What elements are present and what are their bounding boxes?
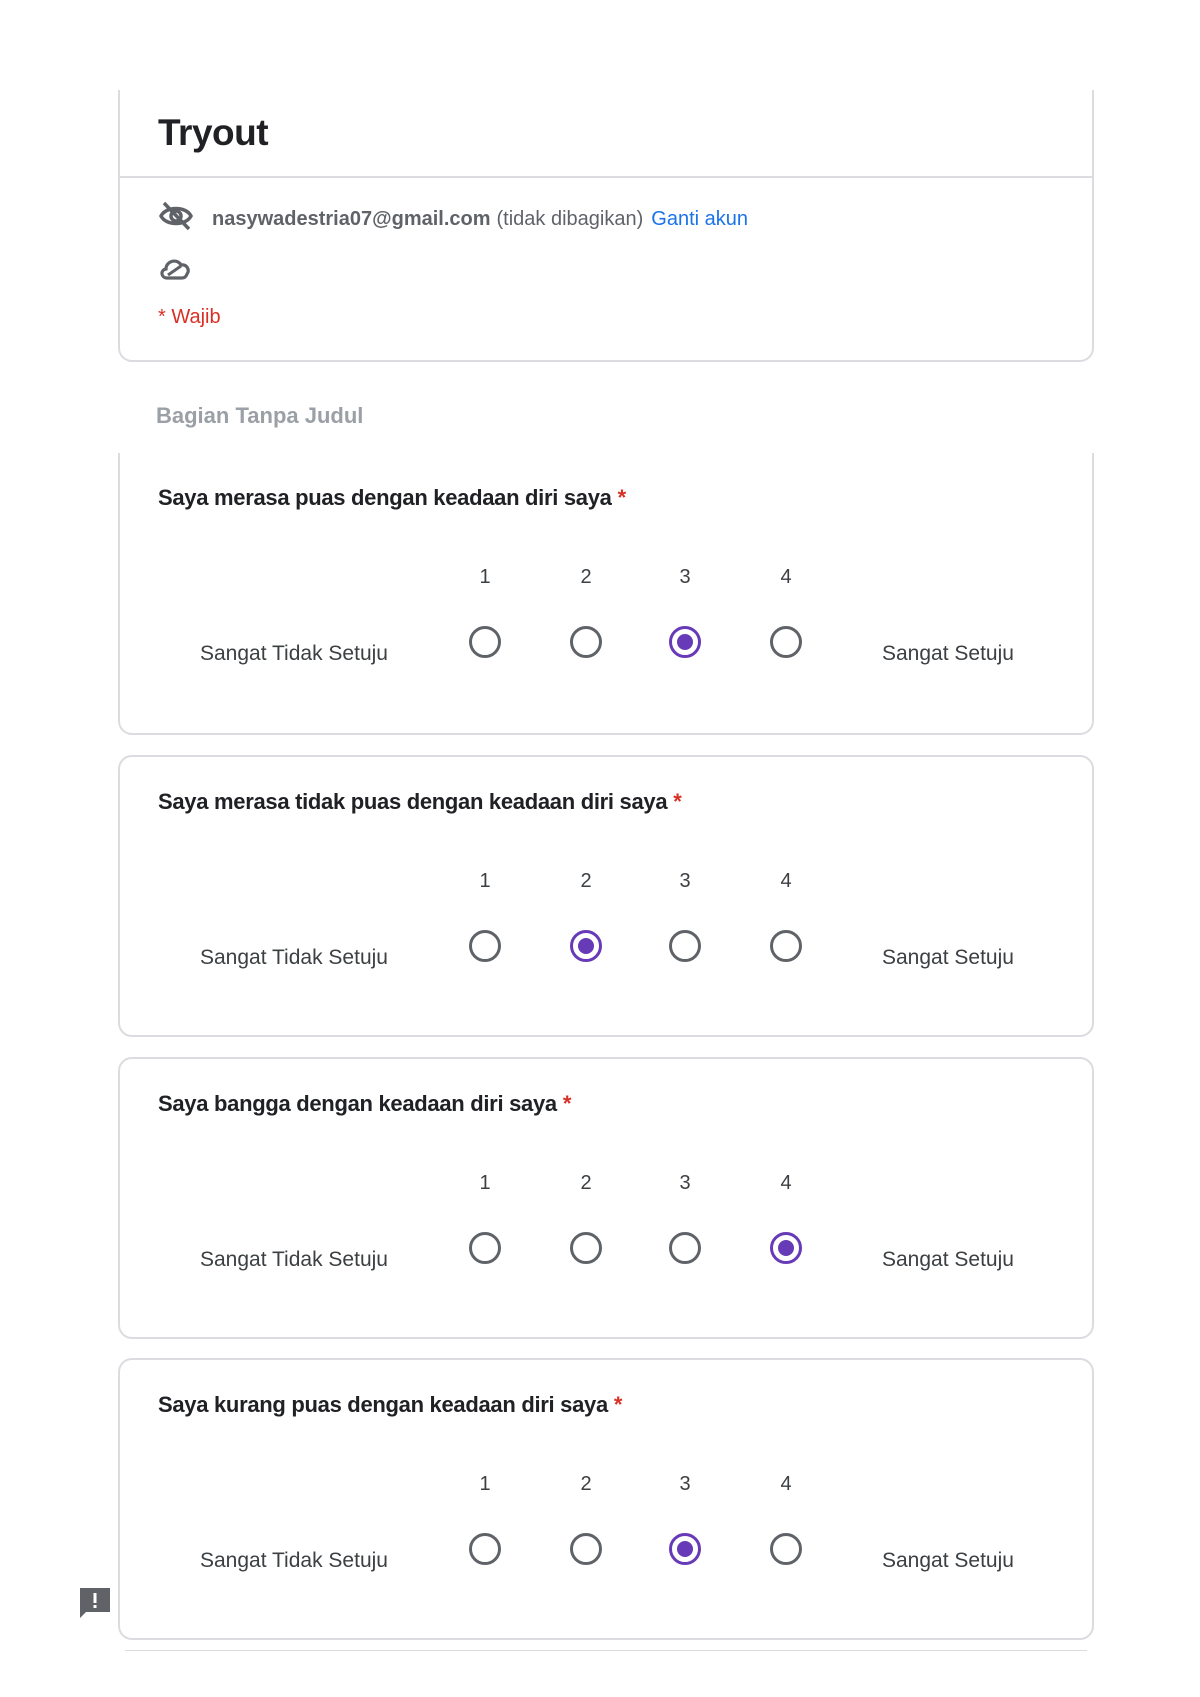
radio-option-3[interactable] [669, 1232, 701, 1264]
question-card [118, 1057, 1094, 1339]
radio-option-1[interactable] [469, 1232, 501, 1264]
scale-number-2: 2 [580, 870, 592, 892]
scale-low-label: Sangat Tidak Setuju [200, 1549, 388, 1572]
section-title: Bagian Tanpa Judul [156, 403, 364, 428]
scale-number-4: 4 [780, 566, 792, 588]
question-text: Saya merasa puas dengan keadaan diri saya [158, 485, 612, 510]
scale-number-3: 3 [679, 870, 691, 892]
scale-number-2: 2 [580, 1172, 592, 1194]
scale-number-3: 3 [679, 1473, 691, 1495]
scale-high-label: Sangat Setuju [882, 1549, 1014, 1572]
form-title: Tryout [158, 112, 269, 153]
radio-option-3[interactable] [669, 1533, 701, 1565]
question-title [158, 1091, 571, 1117]
required-asterisk: * [613, 1392, 623, 1417]
required-asterisk: * [673, 789, 682, 814]
scale-number-1: 1 [479, 566, 491, 588]
radio-option-4[interactable] [770, 1533, 802, 1565]
cloud-saved-icon [158, 256, 192, 287]
scale-number-3: 3 [679, 1172, 691, 1194]
scale-number-4: 4 [780, 1473, 792, 1495]
radio-option-4[interactable] [770, 1232, 802, 1264]
footer-divider [125, 1650, 1087, 1651]
account-row [158, 200, 748, 238]
question-card [118, 453, 1094, 735]
radio-option-3[interactable] [669, 626, 701, 658]
radio-option-4[interactable] [770, 930, 802, 962]
scale-low-label: Sangat Tidak Setuju [200, 946, 388, 969]
radio-option-2[interactable] [570, 930, 602, 962]
question-card [118, 755, 1094, 1037]
question-title [158, 789, 682, 815]
radio-option-1[interactable] [469, 1533, 501, 1565]
radio-option-2[interactable] [570, 626, 602, 658]
account-privacy-note: (tidak dibagikan) [496, 207, 644, 230]
question-title [158, 485, 626, 511]
scale-high-label: Sangat Setuju [882, 946, 1014, 969]
question-text: Saya bangga dengan keadaan diri saya [158, 1091, 557, 1116]
scale-number-2: 2 [580, 566, 592, 588]
radio-option-1[interactable] [469, 626, 501, 658]
scale-number-3: 3 [679, 566, 691, 588]
radio-option-3[interactable] [669, 930, 701, 962]
required-asterisk: * [617, 485, 626, 510]
question-text: Saya merasa tidak puas dengan keadaan diri saya [158, 789, 668, 814]
account-email: nasywadestria07@gmail.com [212, 207, 491, 230]
required-note: * Wajib [158, 306, 221, 328]
question-card [118, 1358, 1094, 1640]
header-divider [120, 176, 1092, 178]
scale-high-label: Sangat Setuju [882, 1248, 1014, 1271]
scale-number-2: 2 [580, 1473, 592, 1495]
scale-number-1: 1 [479, 1172, 491, 1194]
scale-number-1: 1 [479, 1473, 491, 1495]
radio-option-2[interactable] [570, 1533, 602, 1565]
question-text: Saya kurang puas dengan keadaan diri saya [158, 1392, 608, 1417]
feedback-icon[interactable] [78, 1586, 112, 1620]
required-asterisk: * [562, 1091, 572, 1116]
eye-off-icon [158, 200, 194, 238]
radio-option-2[interactable] [570, 1232, 602, 1264]
switch-account-link[interactable]: Ganti akun [651, 207, 748, 230]
radio-option-1[interactable] [469, 930, 501, 962]
scale-low-label: Sangat Tidak Setuju [200, 642, 388, 665]
radio-option-4[interactable] [770, 626, 802, 658]
scale-number-4: 4 [780, 1172, 792, 1194]
scale-number-4: 4 [780, 870, 792, 892]
form-header-card [118, 90, 1094, 362]
question-title [158, 1392, 622, 1418]
scale-low-label: Sangat Tidak Setuju [200, 1248, 388, 1271]
scale-high-label: Sangat Setuju [882, 642, 1014, 665]
scale-number-1: 1 [479, 870, 491, 892]
